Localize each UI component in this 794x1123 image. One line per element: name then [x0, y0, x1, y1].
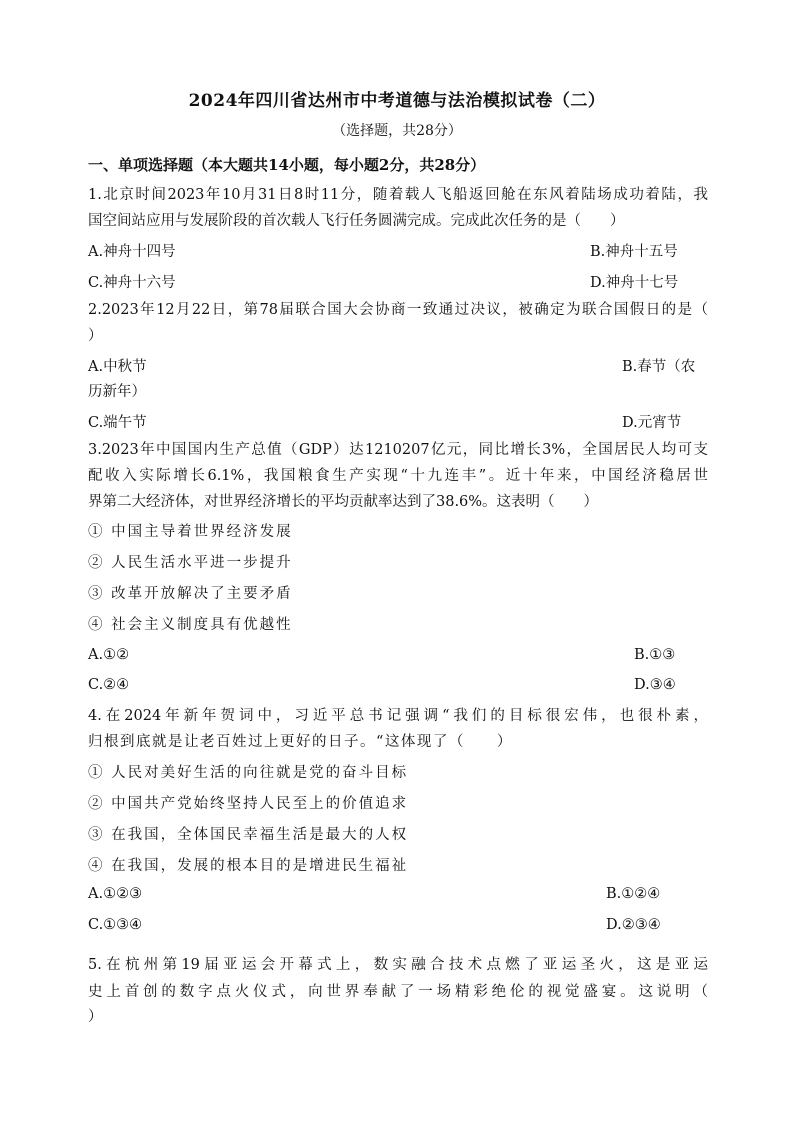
q1-option-d: D.神舟十七号: [590, 275, 679, 291]
q1-option-a: A.神舟十四号: [88, 244, 176, 260]
q2-option-b: B.春节（农: [622, 359, 696, 375]
q3-item-4: ④ 社会主义制度具有优越性: [88, 617, 293, 633]
q1-option-b: B.神舟十五号: [590, 244, 678, 260]
q3-item-2: ② 人民生活水平进一步提升: [88, 555, 293, 571]
q4-item-4: ④ 在我国，发展的根本目的是增进民生福祉: [88, 858, 409, 874]
q3-option-a: A.①②: [88, 647, 130, 663]
page-title: 2024年四川省达州市中考道德与法治模拟试卷（二）: [188, 91, 606, 111]
page-subtitle: （选择题，共28分）: [332, 123, 462, 139]
q2-stem-line2: ）: [88, 328, 103, 344]
q1-stem-line2: 国空间站应用与发展阶段的首次载人飞行任务圆满完成。完成此次任务的是（ ）: [88, 213, 625, 229]
q3-stem-line3: 界第二大经济体，对世界经济增长的平均贡献率达到了38.6%。这表明（ ）: [88, 494, 599, 510]
q5-stem-line2: 史上首创的数字点火仪式，向世界奉献了一场精彩绝伦的视觉盛宴。这说明（: [88, 984, 708, 1000]
q2-option-c: C.端午节: [88, 415, 147, 431]
q4-option-a: A.①②③: [88, 886, 143, 902]
q1-stem-line1: 1.北京时间2023年10月31日8时11分，随着载人飞船返回舱在东风着陆场成功着陆，我: [88, 187, 708, 203]
q4-stem-line1: 4.在2024年新年贺词中，习近平总书记强调“我们的目标很宏伟，也很朴素，: [88, 708, 708, 724]
q5-stem-line1: 5.在杭州第19届亚运会开幕式上，数实融合技术点燃了亚运圣火，这是亚运: [88, 957, 708, 973]
q4-item-3: ③ 在我国，全体国民幸福生活是最大的人权: [88, 827, 409, 843]
q2-stem-line1: 2.2023年12月22日，第78届联合国大会协商一致通过决议，被确定为联合国假日的是（: [88, 302, 708, 318]
q3-item-3: ③ 改革开放解决了主要矛盾: [88, 586, 293, 602]
q2-option-d: D.元宵节: [622, 415, 682, 431]
q2-option-b-continuation: 历新年）: [88, 384, 146, 400]
q4-option-b: B.①②④: [606, 886, 661, 902]
section-heading: 一、单项选择题（本大题共14小题，每小题2分，共28分）: [88, 156, 486, 174]
q3-option-b: B.①③: [634, 647, 676, 663]
q4-option-d: D.②③④: [606, 917, 661, 933]
q4-stem-line2: 归根到底就是让老百姓过上更好的日子。“这体现了（ ）: [88, 734, 513, 750]
q4-option-c: C.①③④: [88, 917, 143, 933]
q3-stem-line2: 配收入实际增长6.1%，我国粮食生产实现“十九连丰”。近十年来，中国经济稳居世: [88, 468, 708, 484]
q3-item-1: ① 中国主导着世界经济发展: [88, 524, 293, 540]
q3-stem-line1: 3.2023年中国国内生产总值（GDP）达1210207亿元，同比增长3%，全国居民人均可支: [88, 442, 708, 458]
q4-item-2: ② 中国共产党始终坚持人民至上的价值追求: [88, 796, 409, 812]
q4-item-1: ① 人民对美好生活的向往就是党的奋斗目标: [88, 765, 409, 781]
q2-option-a: A.中秋节: [88, 359, 147, 375]
q3-option-d: D.③④: [634, 677, 676, 693]
q3-option-c: C.②④: [88, 677, 130, 693]
q1-option-c: C.神舟十六号: [88, 275, 176, 291]
q5-stem-line3: ）: [88, 1009, 103, 1025]
